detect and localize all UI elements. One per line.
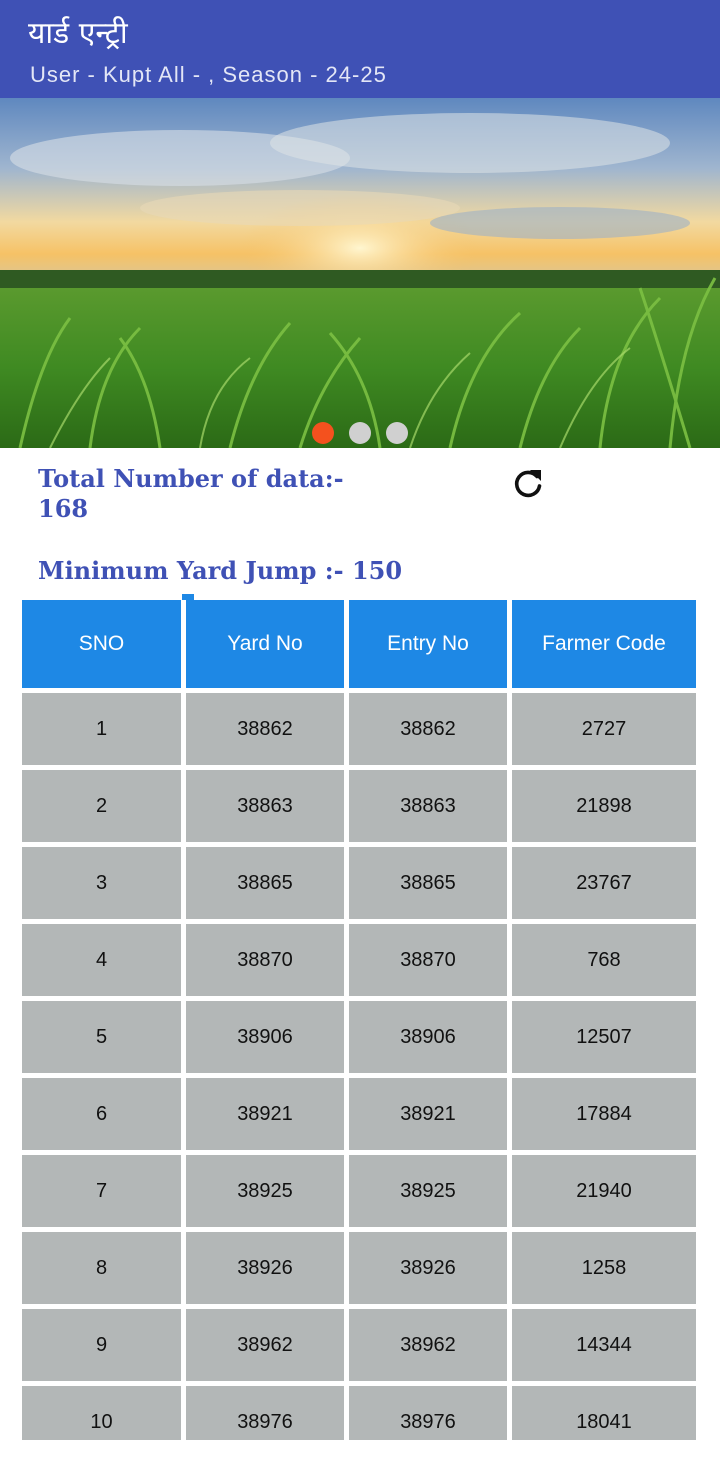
total-data-value: 168 [38,494,89,523]
cell-farmer-code: 18041 [512,1386,696,1440]
page-subtitle: User - Kupt All - , Season - 24-25 [30,62,387,87]
column-header-yard-no: Yard No [186,600,344,688]
table-row[interactable] [22,770,696,842]
cell-yard-no: 38976 [186,1386,344,1440]
column-header-entry-no: Entry No [349,600,507,688]
cell-sno: 7 [22,1155,181,1227]
cell-yard-no: 38865 [186,847,344,919]
cell-farmer-code: 17884 [512,1078,696,1150]
cell-yard-no: 38925 [186,1155,344,1227]
cell-sno: 9 [22,1309,181,1381]
cell-sno: 1 [22,693,181,765]
cell-farmer-code: 14344 [512,1309,696,1381]
carousel-dot-active[interactable] [312,422,334,444]
column-header-farmer-code: Farmer Code [512,600,696,688]
cell-entry-no: 38862 [349,693,507,765]
cell-yard-no: 38870 [186,924,344,996]
cell-sno: 5 [22,1001,181,1073]
cell-farmer-code: 21898 [512,770,696,842]
cell-yard-no: 38926 [186,1232,344,1304]
banner-image [0,98,720,448]
table-row[interactable] [22,1232,696,1304]
table-row[interactable] [22,1386,696,1440]
table-row[interactable] [22,693,696,765]
cell-farmer-code: 1258 [512,1232,696,1304]
table-row[interactable] [22,1001,696,1073]
cell-entry-no: 38865 [349,847,507,919]
table-header-row [22,600,696,672]
total-data-label: Total Number of data:- [38,464,344,493]
cell-sno: 8 [22,1232,181,1304]
cell-entry-no: 38976 [349,1386,507,1440]
cell-entry-no: 38926 [349,1232,507,1304]
carousel-dot[interactable] [386,422,408,444]
carousel-dot[interactable] [349,422,371,444]
cell-entry-no: 38921 [349,1078,507,1150]
table-row[interactable] [22,1309,696,1381]
cell-sno: 10 [22,1386,181,1440]
carousel-indicator [0,422,720,444]
column-header-sno: SNO [22,600,181,688]
page-title: यार्ड एन्ट्री [28,16,128,51]
cell-entry-no: 38870 [349,924,507,996]
cell-yard-no: 38921 [186,1078,344,1150]
cell-farmer-code: 21940 [512,1155,696,1227]
cell-yard-no: 38863 [186,770,344,842]
table-row[interactable] [22,1078,696,1150]
cell-farmer-code: 23767 [512,847,696,919]
table-row[interactable] [22,847,696,919]
cell-entry-no: 38962 [349,1309,507,1381]
banner-carousel[interactable] [0,98,720,448]
cell-sno: 4 [22,924,181,996]
table-row[interactable] [22,1155,696,1227]
cell-sno: 6 [22,1078,181,1150]
table-row[interactable] [22,924,696,996]
cell-farmer-code: 12507 [512,1001,696,1073]
cell-entry-no: 38925 [349,1155,507,1227]
refresh-icon[interactable] [510,466,546,502]
cell-yard-no: 38962 [186,1309,344,1381]
cell-yard-no: 38906 [186,1001,344,1073]
cell-sno: 2 [22,770,181,842]
minimum-yard-jump: Minimum Yard Jump :- 150 [38,556,403,585]
cell-entry-no: 38906 [349,1001,507,1073]
cell-farmer-code: 2727 [512,693,696,765]
yard-entry-table [22,600,696,1440]
app-bar [0,0,720,98]
cell-yard-no: 38862 [186,693,344,765]
cell-farmer-code: 768 [512,924,696,996]
cell-sno: 3 [22,847,181,919]
cell-entry-no: 38863 [349,770,507,842]
